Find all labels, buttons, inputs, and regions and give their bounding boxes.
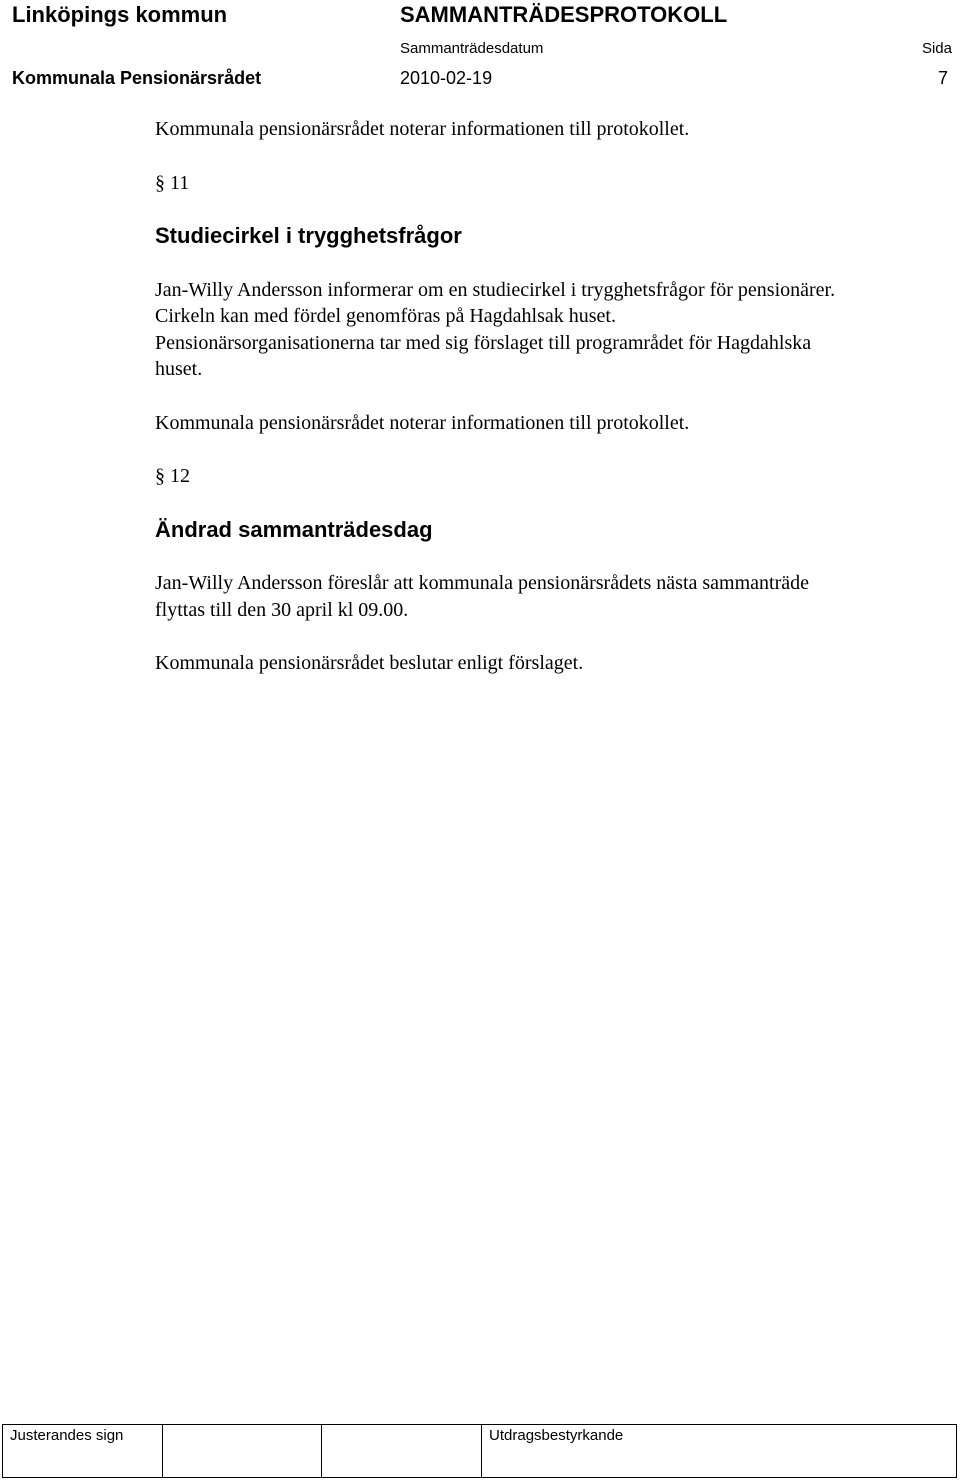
sign-label-cell [3, 1425, 163, 1477]
intro-decision-text: Kommunala pensionärsrådet noterar informationen till protokollet. [155, 118, 690, 140]
section-body [155, 570, 945, 623]
section-decision: Kommunala pensionärsrådet beslutar enligt förslaget. [155, 652, 584, 674]
section-body-line: Jan-Willy Andersson informerar om en studiecirkel i trygghetsfrågor för pensionärer. [155, 278, 836, 301]
section-number: § 12 [155, 465, 190, 487]
section-body [155, 277, 945, 383]
section-title: Ändrad sammanträdesdag [155, 516, 433, 542]
organization-name: Linköpings kommun [12, 2, 228, 27]
sign-label: Justerandes sign [10, 1427, 124, 1444]
certify-cell [482, 1425, 956, 1477]
section-body-line: Pensionärsorganisationerna tar med sig förslaget till programrådet för Hagdahlska [155, 331, 812, 354]
protocol-body [155, 116, 945, 704]
meeting-date: 2010-02-19 [400, 68, 493, 88]
meeting-date-label: Sammanträdesdatum [400, 40, 544, 57]
signature-table [2, 1424, 957, 1478]
page-label: Sida [921, 40, 952, 57]
section-12 [155, 463, 945, 677]
section-11 [155, 170, 945, 437]
section-number: § 11 [155, 171, 190, 194]
section-body-line: Cirkeln kan med fördel genomföras på Hagdahlsak huset. [155, 305, 616, 327]
section-body-line: Jan-Willy Andersson föreslår att kommunala pensionärsrådets nästa sammanträde [155, 572, 810, 594]
page-number: 7 [937, 68, 948, 88]
sign-box-2 [322, 1425, 482, 1477]
certify-label: Utdragsbestyrkande [489, 1427, 624, 1444]
section-title: Studiecirkel i trygghetsfrågor [155, 223, 462, 248]
document-type-title: SAMMANTRÄDESPROTOKOLL [400, 2, 728, 27]
sign-box-1 [163, 1425, 323, 1477]
section-decision: Kommunala pensionärsrådet noterar informationen till protokollet. [155, 411, 690, 434]
section-body-line: flyttas till den 30 april kl 09.00. [155, 598, 409, 621]
council-name: Kommunala Pensionärsrådet [12, 68, 262, 88]
section-body-line: huset. [155, 358, 203, 380]
